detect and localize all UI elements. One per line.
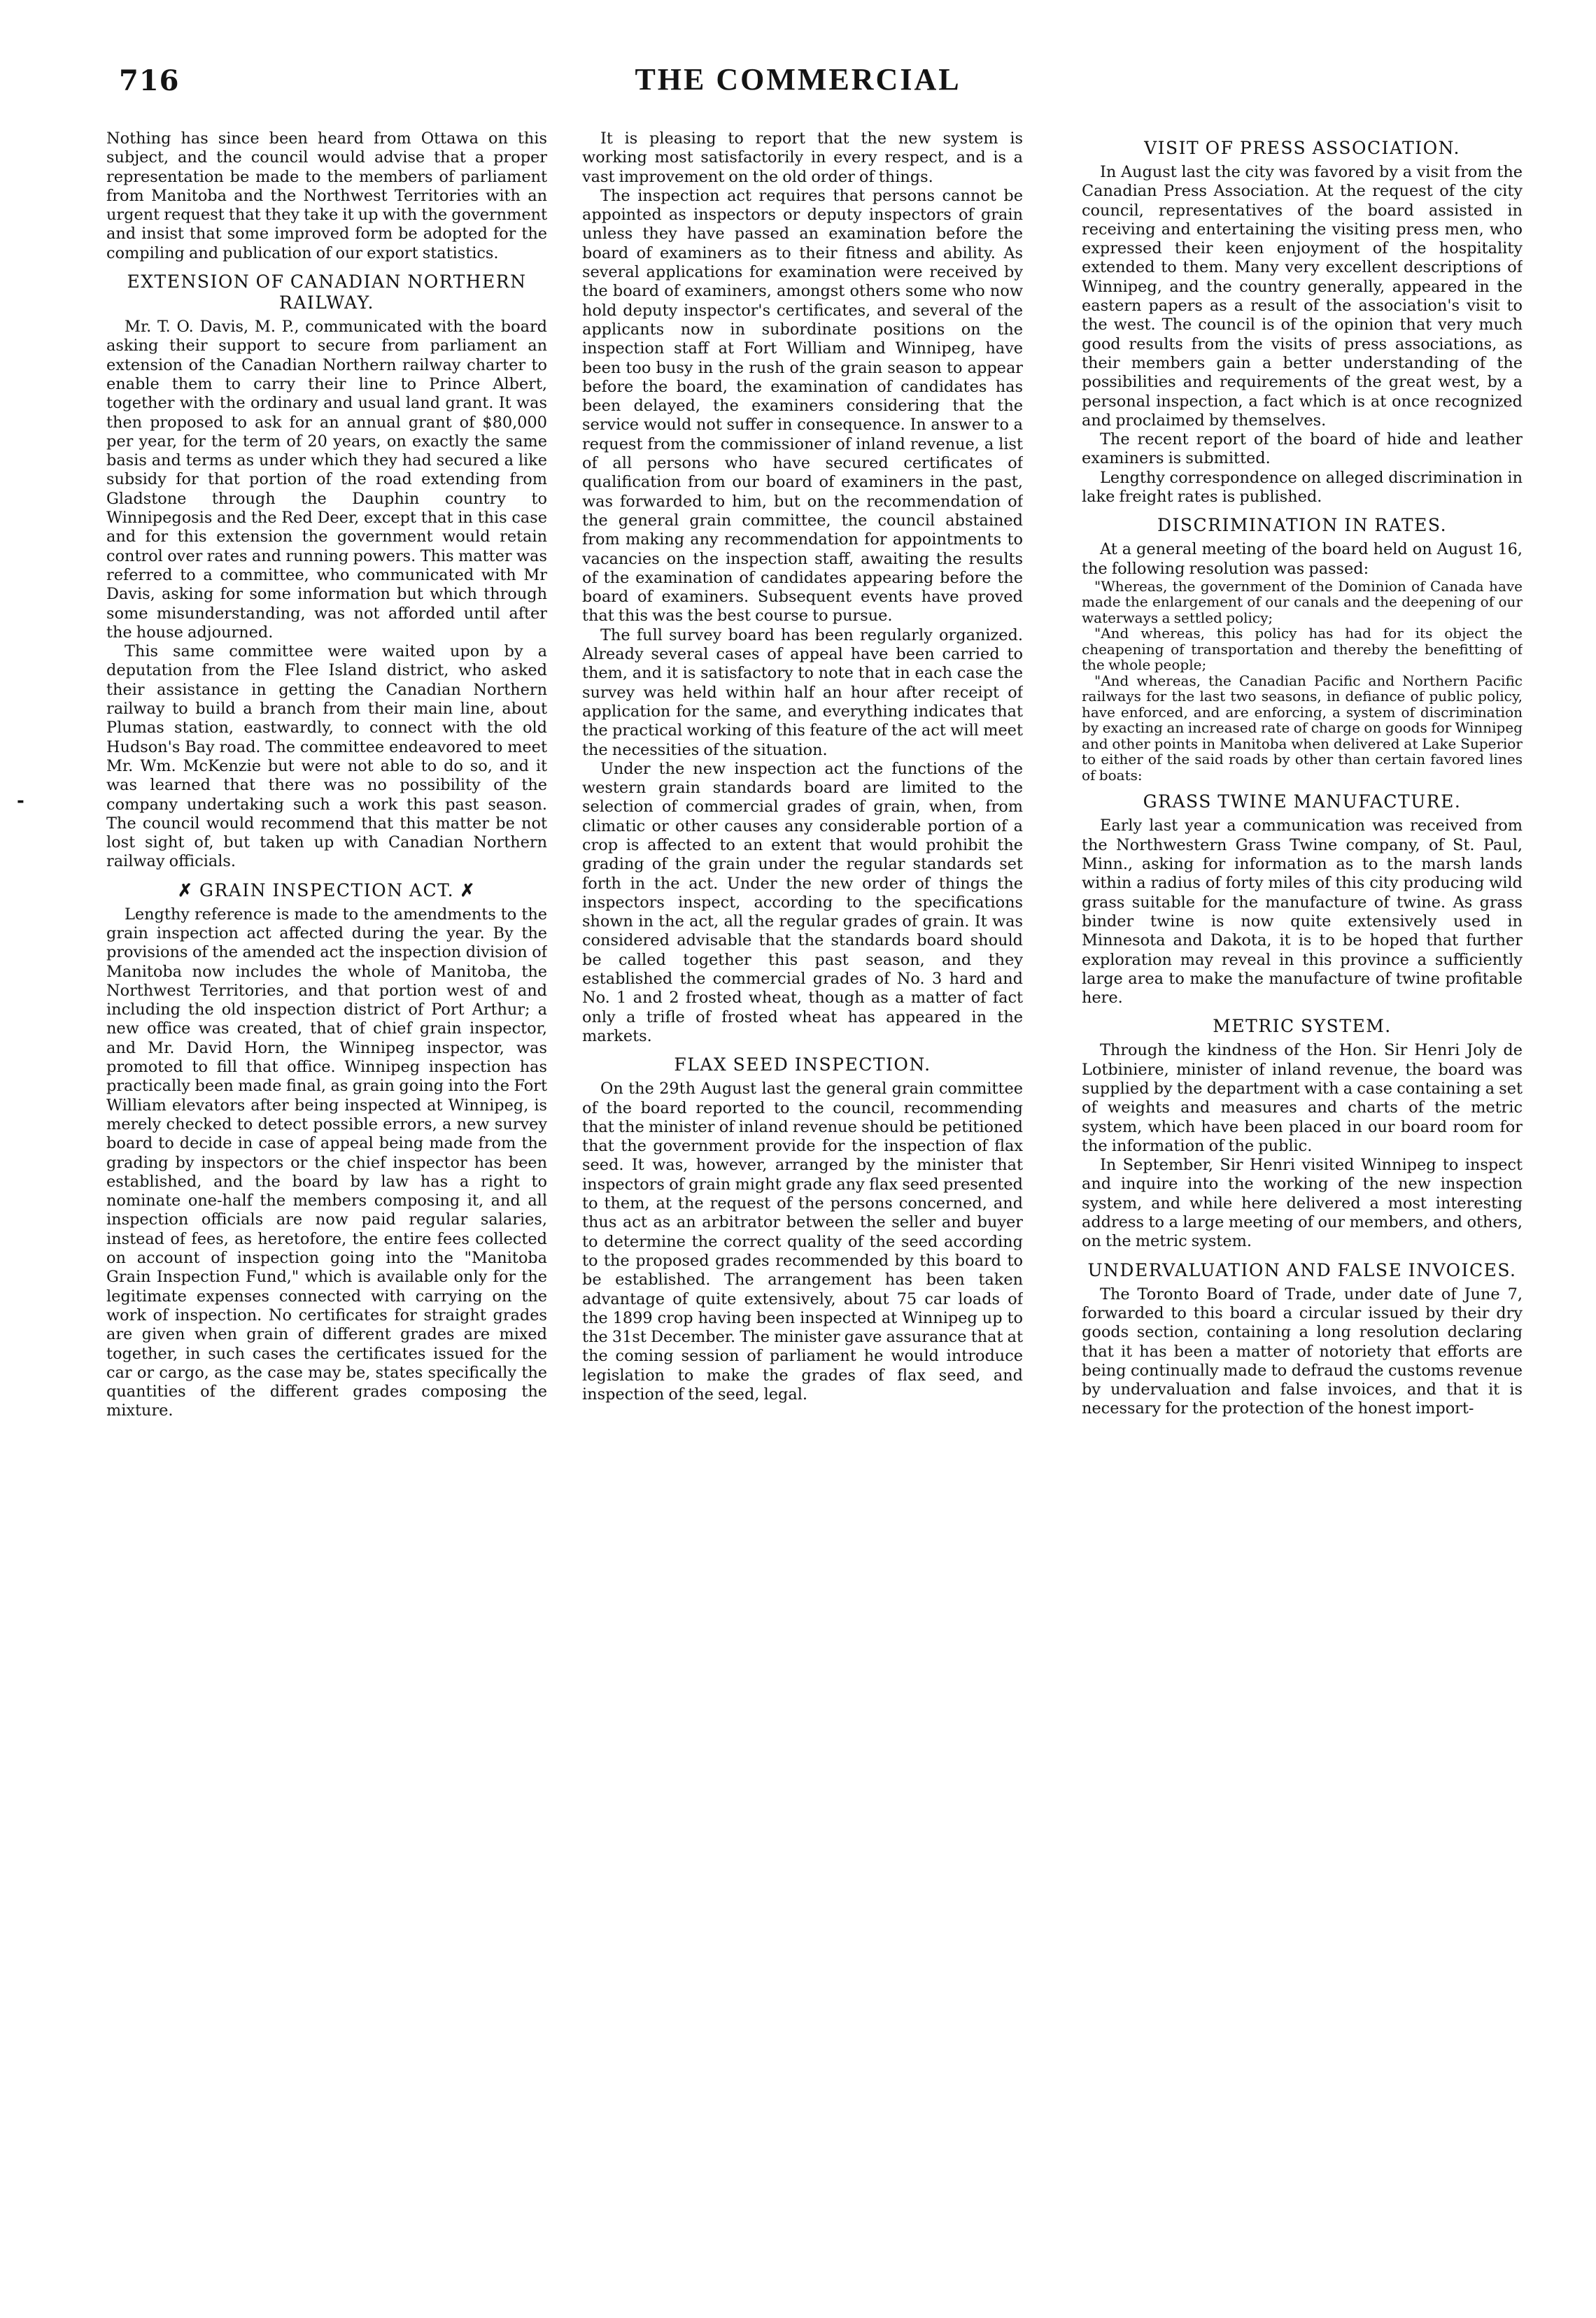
heading-extension-canadian-northern: EXTENSION OF CANADIAN NORTHERN RAILWAY. [127, 271, 527, 313]
paragraph-toronto-board: The Toronto Board of Trade, under date of June 7, forwarded to this board a circular issued by their dry goods section, containing a long resolution declaring that it has been a matter of notoriety that efforts are being continually made to defraud the customs revenue by undervaluation and false invoices, and that it is necessary for the protection of the honest import- [1082, 1285, 1523, 1418]
handwritten-mark-left: ✗ [178, 879, 194, 900]
paragraph-survey-board: The full survey board has been regularly organized. Already several cases of appeal have been carried to them, and it is satisfactory to note that in each case the survey was held within half an hour after receipt of application for the same, and everything indicates that the practical working of this feature of the act will meet the necessities of the situation. [582, 626, 1023, 759]
heading-metric-system: METRIC SYSTEM. [1213, 1016, 1392, 1037]
paragraph-grass-twine: Early last year a communication was received from the Northwestern Grass Twine company, of St. Paul, Minn., asking for information as to the marsh lands within a radius of forty miles of this city producing wild grass suitable for the manufacture of twine. As grass binder twine is now quite extensively used in Minnesota and Dakota, it is to be hoped that further exploration may reveal in this province a sufficiently large area to make the manufacture of twine profitable here. [1082, 817, 1523, 1008]
paragraph-grain-inspection: Lengthy reference is made to the amendments to the grain inspection act affected during the year. By the provisions of the amended act the inspection division of Manitoba now includes the whole of Manitoba, the Northwest Territories, and that portion west of and including the old inspection district of Port Arthur; a new office was created, that of chief grain inspector, and Mr. David Horn, the Winnipeg inspector, was promoted to fill that office. Winnipeg inspection has practically been made final, as grain going into the Fort William elevators after being inspected at Winnipeg, is merely checked to detect possible errors, a new survey board to decide in case of appeal being made from the grading by inspectors or the chief inspector has been established, and the board by law has a right to nominate one-half the members composing it, and all inspection officials are now paid regular salaries, instead of fees, as heretofore, the entire fees collected on account of inspection going into the "Manitoba Grain Inspection Fund," which is available only for the legitimate expenses connected with carrying on the work of inspection. No certificates for straight grades are given when grain of different grades are mixed together, in such cases the certificates issued for the car or cargo, as the case may be, states specifically the quantities of the different grades composing the mixture. [106, 905, 547, 1420]
paragraph-metric-supply: Through the kindness of the Hon. Sir Henri Joly de Lotbiniere, minister of inland revenue, the board was supplied by the department with a case containing a set of weights and measures and charts of the metric system, which have been placed in our board room for the information of the public. [1082, 1041, 1523, 1155]
heading-press-association: VISIT OF PRESS ASSOCIATION. [1144, 138, 1460, 158]
column-2 [582, 129, 1023, 1404]
paragraph-hide-leather: The recent report of the board of hide and leather examiners is submitted. [1082, 430, 1523, 468]
resolution-whereas-1: "Whereas, the government of the Dominion of Canada have made the enlargement of our canals and the deepening of our waterways a settled policy; [1082, 577, 1523, 626]
paragraph-flax-seed: On the 29th August last the general grain committee of the board reported to the council, recommending that the minister of inland revenue should be petitioned that the government provide for the inspection of flax seed. It was, however, arranged by the minister that inspectors of grain might grade any flax seed presented to them, at the request of the persons concerned, and thus act as an arbitrator between the seller and buyer to determine the correct quality of the seed according to the proposed grades recommended by this board to be established. The arrangement has been taken advantage of quite extensively, about 75 car loads of the 1899 crop having been inspected at Winnipeg up to the 31st December. The minister gave assurance that at the coming session of parliament he would introduce legislation to make the grades of flax seed, and inspection of the seed, legal. [582, 1080, 1023, 1404]
page-number: 716 [119, 64, 180, 97]
heading-grain-inspection-act [106, 880, 547, 901]
margin-mark: - [17, 791, 24, 812]
heading-undervaluation: UNDERVALUATION AND FALSE INVOICES. [1087, 1259, 1517, 1280]
heading-grass-twine: GRASS TWINE MANUFACTURE. [1143, 791, 1462, 812]
paragraph-flee-island-deputation: This same committee were waited upon by a deputation from the Flee Island district, who asked their assistance in getting the Canadian Northern railway to build a branch from their main line, about Plumas station, eastwardly, to connect with the old Hudson's Bay road. The committee endeavored to meet Mr. Wm. McKenzie but were not able to do so, and it was learned that there was no possibility of the company undertaking such a work this past season. The council would recommend that this matter be not lost sight of, but taken up with Canadian Northern railway officials. [106, 642, 547, 871]
resolution-whereas-2: "And whereas, this policy has had for its object the cheapening of transportation and thereby the benefitting of the whole people; [1082, 625, 1523, 674]
column-1 [106, 129, 547, 1421]
paragraph-press-visit: In August last the city was favored by a visit from the Canadian Press Association. At the request of the city council, representatives of the board assisted in receiving and entertaining the visiting press men, who expressed their keen enjoyment of the hospitality extended to them. Many very excellent descriptions of Winnipeg, and the country generally, appeared in the eastern papers as a result of the association's visit to the west. The council is of the opinion that very much good results from the visits of press associations, as their members gain a better understanding of the possibilities and requirements of the great west, by a personal inspection, a fact which is at once recognized and proclaimed by themselves. [1082, 163, 1523, 430]
column-3 [1082, 129, 1523, 1419]
paragraph-export-statistics: Nothing has since been heard from Ottawa on this subject, and the council would advise that a proper representation be made to the members of parliament from Manitoba and the Northwest Territories with an urgent request that they take it up with the government and insist that some improved form be adopted for the compiling and publication of our export statistics. [106, 129, 547, 262]
paragraph-standards-board: Under the new inspection act the functions of the western grain standards board are limited to the selection of commercial grades of grain, when, from climatic or other causes any considerable portion of a crop is affected to an extent that would prohibit the grading of the grain under the regular standards set forth in the act. Under the new order of things the inspectors inspect, according to the specifications shown in the act, all the regular grades of grain. It was considered advisable that the standards board should be called together this past season, and they established the commercial grades of No. 3 hard and No. 1 and 2 frosted wheat, though as a matter of fact only a trifle of frosted wheat has appeared in the markets. [582, 759, 1023, 1045]
paragraph-sir-henri-visit: In September, Sir Henri visited Winnipeg to inspect and inquire into the working of the new inspection system, and while here delivered a most interesting address to a large meeting of our members, and others, on the metric system. [1082, 1156, 1523, 1251]
resolution-whereas-3: "And whereas, the Canadian Pacific and Northern Pacific railways for the last two seasons, in defiance of public policy, have enforced, and are enforcing, a system of discrimination by exacting an increased rate of charge on goods for Winnipeg and other points in Manitoba when delivered at Lake Superior to either of the said roads by other than certain favored lines of boats: [1082, 672, 1523, 784]
paragraph-new-system-pleasing: It is pleasing to report that the new system is working most satisfactorily in every respect, and is a vast improvement on the old order of things. [582, 129, 1023, 186]
paragraph-general-meeting: At a general meeting of the board held on August 16, the following resolution was passed: [1082, 540, 1523, 578]
heading-grain-inspection-act-text: GRAIN INSPECTION ACT. [199, 879, 455, 900]
heading-discrimination-rates: DISCRIMINATION IN RATES. [1157, 515, 1448, 536]
paragraph-inspection-act-requirements: The inspection act requires that persons cannot be appointed as inspectors or deputy inspectors of grain unless they have passed an examination before the board of examiners as to their fitness and ability. As several applications for examination were received by the board of examiners, amongst others some who now hold deputy inspector's certificates, and several of the applicants now in subordinate positions on the inspection staff at Fort William and Winnipeg, have been too busy in the rush of the grain season to appear before the board, the examination of candidates has been delayed, the examiners considering that the service would not suffer in consequence. In answer to a request from the commissioner of inland revenue, a list of all persons who have secured certificates of qualification from our board of examiners in the past, was forwarded to him, but on the recommendation of the general grain committee, the council abstained from making any recommendation for appointments to vacancies on the inspection staff, awaiting the results of the examination of candidates appearing before the board of examiners. Subsequent events have proved that this was the best course to pursue. [582, 186, 1023, 626]
running-head: THE COMMERCIAL [635, 62, 961, 97]
heading-flax-seed-inspection: FLAX SEED INSPECTION. [674, 1054, 931, 1075]
paragraph-davis-request: Mr. T. O. Davis, M. P., communicated with the board asking their support to secure from parliament an extension of the Canadian Northern railway charter to enable them to carry their line to Prince Albert, together with the ordinary and usual land grant. It was then proposed to ask for an annual grant of $80,000 per year, for the term of 20 years, on exactly the same basis and terms as under which they had secured a like subsidy for that portion of the road extending from Gladstone through the Dauphin country to Winnipegosis and the Red Deer, except that in this case and for this extension the government would retain control over rates and running powers. This matter was referred to a committee, who communicated with Mr Davis, asking for some information but which through some misunderstanding, was not afforded until after the house adjourned. [106, 318, 547, 642]
handwritten-mark-right: ✗ [460, 879, 476, 900]
paragraph-lake-freight: Lengthy correspondence on alleged discrimination in lake freight rates is published. [1082, 468, 1523, 507]
